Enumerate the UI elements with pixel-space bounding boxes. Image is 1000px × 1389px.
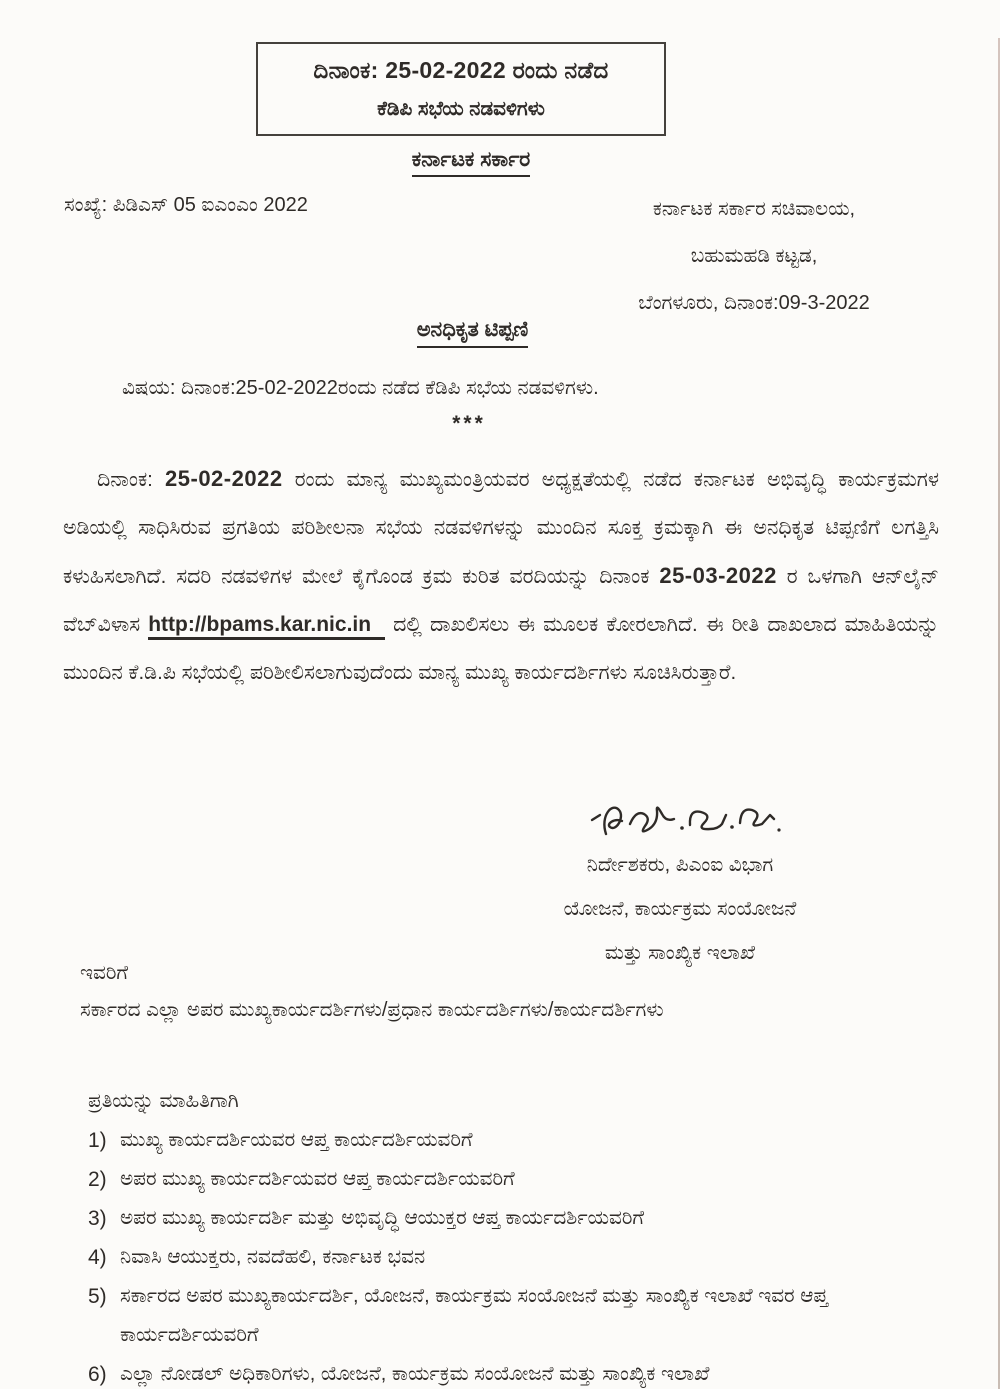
note-heading-band <box>0 318 1000 348</box>
address-line-city-date: ಬೆಂಗಳೂರು, ದಿನಾಂಕ:09-3-2022 <box>638 292 870 314</box>
meeting-title-line1: ದಿನಾಂಕ: 25-02-2022 ರಂದು ನಡೆದ <box>313 57 609 84</box>
copy-item-number: 1) <box>88 1129 107 1152</box>
address-block <box>552 186 956 327</box>
copy-item-number: 4) <box>88 1246 107 1269</box>
note-heading: ಅನಧಿಕೃತ ಟಿಪ್ಪಣಿ <box>417 318 529 348</box>
copy-item-text: ಸರ್ಕಾರದ ಅಪರ ಮುಖ್ಯಕಾರ್ಯದರ್ಶಿ, ಯೋಜನೆ, ಕಾರ್ಯಕ್ರಮ ಸಂಯೋಜನೆ ಮತ್ತು ಸಾಂಖ್ಯಿಕ ಇಲಾಖೆ ಇವರ ಆಪ್ತ ಕಾರ್ಯದರ್ಶಿಯವರಿಗೆ <box>120 1285 828 1346</box>
designation-line-department: ಯೋಜನೆ, ಕಾರ್ಯಕ್ರಮ ಸಂಯೋಜನೆ <box>563 898 797 920</box>
body-paragraph <box>63 455 939 697</box>
copy-item-number: 6) <box>88 1363 107 1386</box>
body-date-1: 25-02-2022 <box>165 466 283 491</box>
body-text-segment: ದಿನಾಂಕ: <box>97 468 166 491</box>
government-title-band <box>0 148 1000 177</box>
reference-number: ಸಂಖ್ಯೆ: ಪಿಡಿಎಸ್ 05 ಐಎಂಎಂ 2022 <box>64 194 308 216</box>
address-line-secretariat: ಕರ್ನಾಟಕ ಸರ್ಕಾರ ಸಚಿವಾಲಯ, <box>652 198 856 220</box>
copy-list-item <box>88 1238 948 1277</box>
copy-list-item <box>88 1355 948 1389</box>
meeting-title-box <box>256 42 666 136</box>
designation-line-statistics: ಮತ್ತು ಸಾಂಖ್ಯಿಕ ಇಲಾಖೆ <box>604 942 756 964</box>
bpams-url-text: http://bpams.kar.nic.in <box>148 613 385 640</box>
subject-line: ವಿಷಯ: ದಿನಾಂಕ:25-02-2022ರಂದು ನಡೆದ ಕೆಡಿಪಿ ಸಭೆಯ ನಡವಳಿಗಳು. <box>122 377 599 399</box>
copy-item-text: ಮುಖ್ಯ ಕಾರ್ಯದರ್ಶಿಯವರ ಆಪ್ತ ಕಾರ್ಯದರ್ಶಿಯವರಿಗೆ <box>120 1129 473 1151</box>
copy-list-item <box>88 1121 948 1160</box>
copy-list-item <box>88 1277 948 1355</box>
body-text-segment: ರಂದು ಮಾನ್ಯ ಮುಖ್ಯಮಂತ್ರಿಯವರ ಅಧ್ಯಕ್ಷತೆಯಲ್ಲಿ ನಡೆದ ಕರ್ನಾಟಕ ಅಭಿವೃದ್ಧಿ ಕಾರ್ಯಕ್ರಮಗಳ ಅಡಿಯಲ್ಲಿ ಸಾಧಿಸಿರುವ ಪ್ರಗತಿಯ ಪರಿಶೀಲನಾ ಸಭೆಯ ನಡವಳಿಗಳನ್ನು ಮುಂದಿನ ಸೂಕ್ತ ಕ್ರಮಕ್ಕಾಗಿ ಈ ಅನಧಿಕೃತ ಟಿಪ್ಪಣಿಗೆ ಲಗತ್ತಿಸಿ ಕಳುಹಿಸಲಾಗಿದೆ. ಸದರಿ ನಡವಳಿಗಳ ಮೇಲೆ ಕೈಗೊಂಡ ಕ್ರಮ ಕುರಿತ ವರದಿಯನ್ನು ದಿನಾಂಕ <box>63 468 939 588</box>
copy-info-label: ಪ್ರತಿಯನ್ನು ಮಾಹಿತಿಗಾಗಿ <box>88 1090 239 1112</box>
copy-list-item <box>88 1199 948 1238</box>
copy-item-text: ನಿವಾಸಿ ಆಯುಕ್ತರು, ನವದೆಹಲಿ, ಕರ್ನಾಟಕ ಭವನ <box>120 1246 426 1268</box>
copy-distribution-list <box>88 1082 948 1389</box>
body-text-segment: ದಲ್ಲಿ ದಾಖಲಿಸಲು ಈ ಮೂಲಕ ಕೋರಲಾಗಿದೆ. ಈ ರೀತಿ ದಾಖಲಾದ ಮಾಹಿತಿಯನ್ನು ಮುಂದಿನ ಕೆ.ಡಿ.ಪಿ ಸಭೆಯಲ್ಲಿ ಪರಿಶೀಲಿಸಲಾಗುವುದೆಂದು ಮಾನ್ಯ ಮುಖ್ಯ ಕಾರ್ಯದರ್ಶಿಗಳು ಸೂಚಿಸಿರುತ್ತಾರೆ. <box>63 613 939 684</box>
recipients-label: ಇವರಿಗೆ <box>80 962 129 984</box>
star-separator: *** <box>452 412 486 435</box>
copy-item-text: ಅಪರ ಮುಖ್ಯ ಕಾರ್ಯದರ್ಶಿಯವರ ಆಪ್ತ ಕಾರ್ಯದರ್ಶಿಯವರಿಗೆ <box>120 1168 515 1190</box>
copy-item-text: ಅಪರ ಮುಖ್ಯ ಕಾರ್ಯದರ್ಶಿ ಮತ್ತು ಅಭಿವೃದ್ಧಿ ಆಯುಕ್ತರ ಆಪ್ತ ಕಾರ್ಯದರ್ಶಿಯವರಿಗೆ <box>120 1207 645 1229</box>
meeting-title-line2: ಕೆಡಿಪಿ ಸಭೆಯ ನಡವಳಿಗಳು <box>377 97 545 120</box>
recipients-line: ಸರ್ಕಾರದ ಎಲ್ಲಾ ಅಪರ ಮುಖ್ಯಕಾರ್ಯದರ್ಶಿಗಳು/ಪ್ರಧಾನ ಕಾರ್ಯದರ್ಶಿಗಳು/ಕಾರ್ಯದರ್ಶಿಗಳು <box>80 999 664 1021</box>
designation-line-director: ನಿರ್ದೇಶಕರು, ಪಿಎಂಐ ವಿಭಾಗ <box>586 854 774 876</box>
copy-item-text: ಎಲ್ಲಾ ನೋಡಲ್ ಅಧಿಕಾರಿಗಳು, ಯೋಜನೆ, ಕಾರ್ಯಕ್ರಮ ಸಂಯೋಜನೆ ಮತ್ತು ಸಾಂಖ್ಯಿಕ ಇಲಾಖೆ <box>120 1363 710 1385</box>
government-title: ಕರ್ನಾಟಕ ಸರ್ಕಾರ <box>412 148 530 177</box>
body-text-segment: ರ ಒಳಗಾಗಿ ಆನ್‌ಲೈನ್ ವೆಬ್‌ವಿಳಾಸ <box>63 565 939 636</box>
copy-list-item <box>88 1160 948 1199</box>
copy-item-number: 3) <box>88 1207 107 1230</box>
signatory-designation-block <box>480 843 880 975</box>
copy-item-number: 5) <box>88 1285 107 1308</box>
address-line-building: ಬಹುಮಹಡಿ ಕಟ್ಟಡ, <box>690 245 818 267</box>
copy-item-number: 2) <box>88 1168 107 1191</box>
body-date-2: 25-03-2022 <box>659 563 777 588</box>
signature-scribble <box>586 794 786 849</box>
